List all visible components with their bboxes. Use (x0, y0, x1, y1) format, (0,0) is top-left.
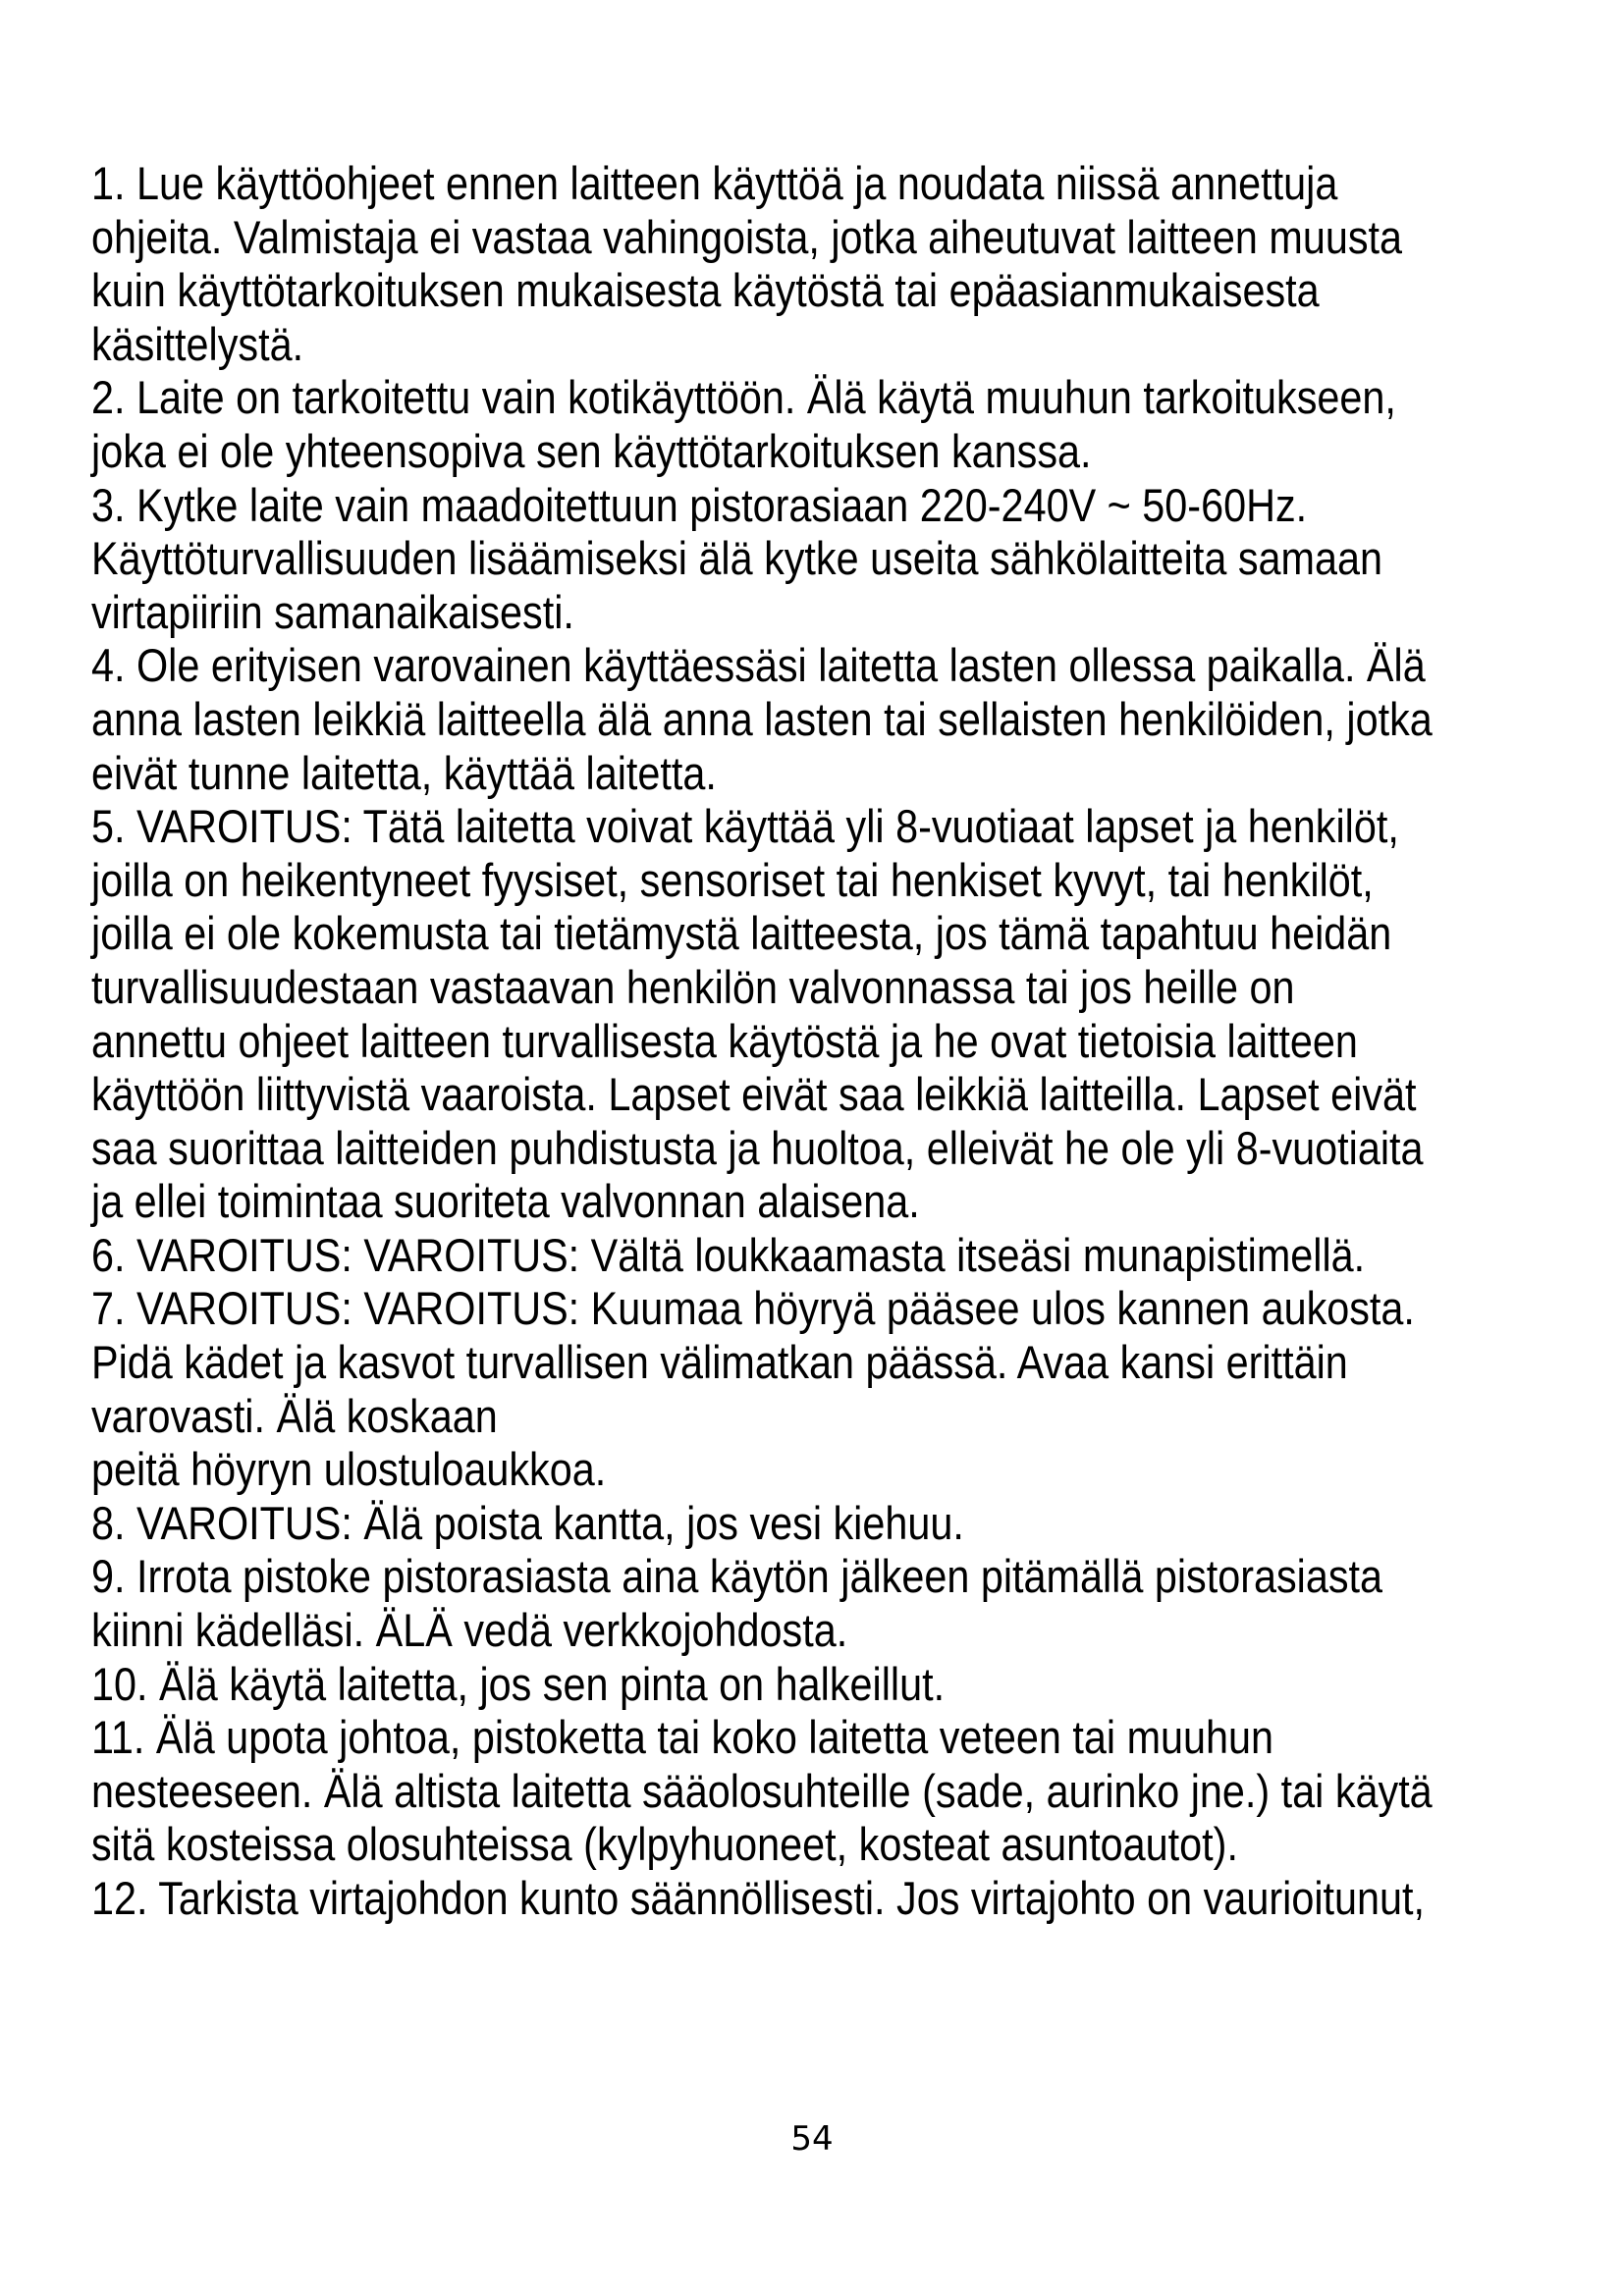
text-line: 3. Kytke laite vain maadoitettuun pistorasiaan 220-240V ~ 50-60Hz. (91, 478, 1308, 531)
text-line: saa suorittaa laitteiden puhdistusta ja huoltoa, elleivät he ole yli 8-vuotiaita (91, 1121, 1424, 1174)
text-line: 12. Tarkista virtajohdon kunto säännöllisesti. Jos virtajohto on vaurioitunut, (91, 1872, 1426, 1924)
text-line: turvallisuudestaan vastaavan henkilön valvonnassa tai jos heille on (91, 960, 1295, 1013)
text-line: 9. Irrota pistoke pistorasiasta aina käytön jälkeen pitämällä pistorasiasta (91, 1550, 1383, 1603)
text-line: 8. VAROITUS: Älä poista kantta, jos vesi kiehuu. (91, 1496, 964, 1549)
text-line: eivät tunne laitetta, käyttää laitetta. (91, 746, 717, 799)
page-number: 54 (790, 2119, 834, 2159)
text-line: joka ei ole yhteensopiva sen käyttötarkoituksen kanssa. (91, 424, 1092, 477)
text-line: 10. Älä käytä laitetta, jos sen pinta on halkeillut. (91, 1657, 946, 1710)
text-line: peitä höyryn ulostuloaukkoa. (91, 1443, 607, 1496)
text-line: ohjeita. Valmistaja ei vastaa vahingoista, jotka aiheutuvat laitteen muusta (91, 210, 1403, 263)
instructions-text (91, 157, 1544, 1926)
text-line: joilla on heikentyneet fyysiset, sensoriset tai henkiset kyvyt, tai henkilöt, (91, 853, 1374, 906)
text-line: varovasti. Älä koskaan (91, 1389, 498, 1442)
text-line: ja ellei toimintaa suoriteta valvonnan alaisena. (91, 1175, 920, 1228)
text-line: 7. VAROITUS: VAROITUS: Kuumaa höyryä pääsee ulos kannen aukosta. (91, 1282, 1415, 1335)
text-line: Pidä kädet ja kasvot turvallisen välimatkan päässä. Avaa kansi erittäin (91, 1336, 1348, 1389)
text-line: 11. Älä upota johtoa, pistoketta tai koko laitetta veteen tai muuhun (91, 1711, 1274, 1764)
text-line: annettu ohjeet laitteen turvallisesta käytöstä ja he ovat tietoisia laitteen (91, 1014, 1358, 1067)
text-line: käsittelystä. (91, 317, 304, 370)
text-line: joilla ei ole kokemusta tai tietämystä laitteesta, jos tämä tapahtuu heidän (91, 907, 1392, 960)
text-line: Käyttöturvallisuuden lisäämiseksi älä kytke useita sähkölaitteita samaan (91, 532, 1383, 585)
text-line: 1. Lue käyttöohjeet ennen laitteen käyttöä ja noudata niissä annettuja (91, 157, 1338, 209)
text-line: käyttöön liittyvistä vaaroista. Lapset eivät saa leikkiä laitteilla. Lapset eivät (91, 1068, 1417, 1121)
text-line: 5. VAROITUS: Tätä laitetta voivat käyttää yli 8-vuotiaat lapset ja henkilöt, (91, 800, 1399, 853)
text-line: nesteeseen. Älä altista laitetta sääolosuhteille (sade, aurinko jne.) tai käytä (91, 1764, 1433, 1817)
text-line: sitä kosteissa olosuhteissa (kylpyhuoneet, kosteat asuntoautot). (91, 1818, 1238, 1871)
text-line: 2. Laite on tarkoitettu vain kotikäyttöön. Älä käytä muuhun tarkoitukseen, (91, 371, 1396, 424)
text-line: kiinni kädelläsi. ÄLÄ vedä verkkojohdosta. (91, 1604, 848, 1657)
text-line: kuin käyttötarkoituksen mukaisesta käytöstä tai epäasianmukaisesta (91, 264, 1320, 317)
text-line: virtapiiriin samanaikaisesti. (91, 585, 574, 638)
text-line: anna lasten leikkiä laitteella älä anna lasten tai sellaisten henkilöiden, jotka (91, 692, 1433, 745)
text-line: 4. Ole erityisen varovainen käyttäessäsi laitetta lasten ollessa paikalla. Älä (91, 639, 1426, 692)
text-line: 6. VAROITUS: VAROITUS: Vältä loukkaamasta itseäsi munapistimellä. (91, 1228, 1366, 1281)
